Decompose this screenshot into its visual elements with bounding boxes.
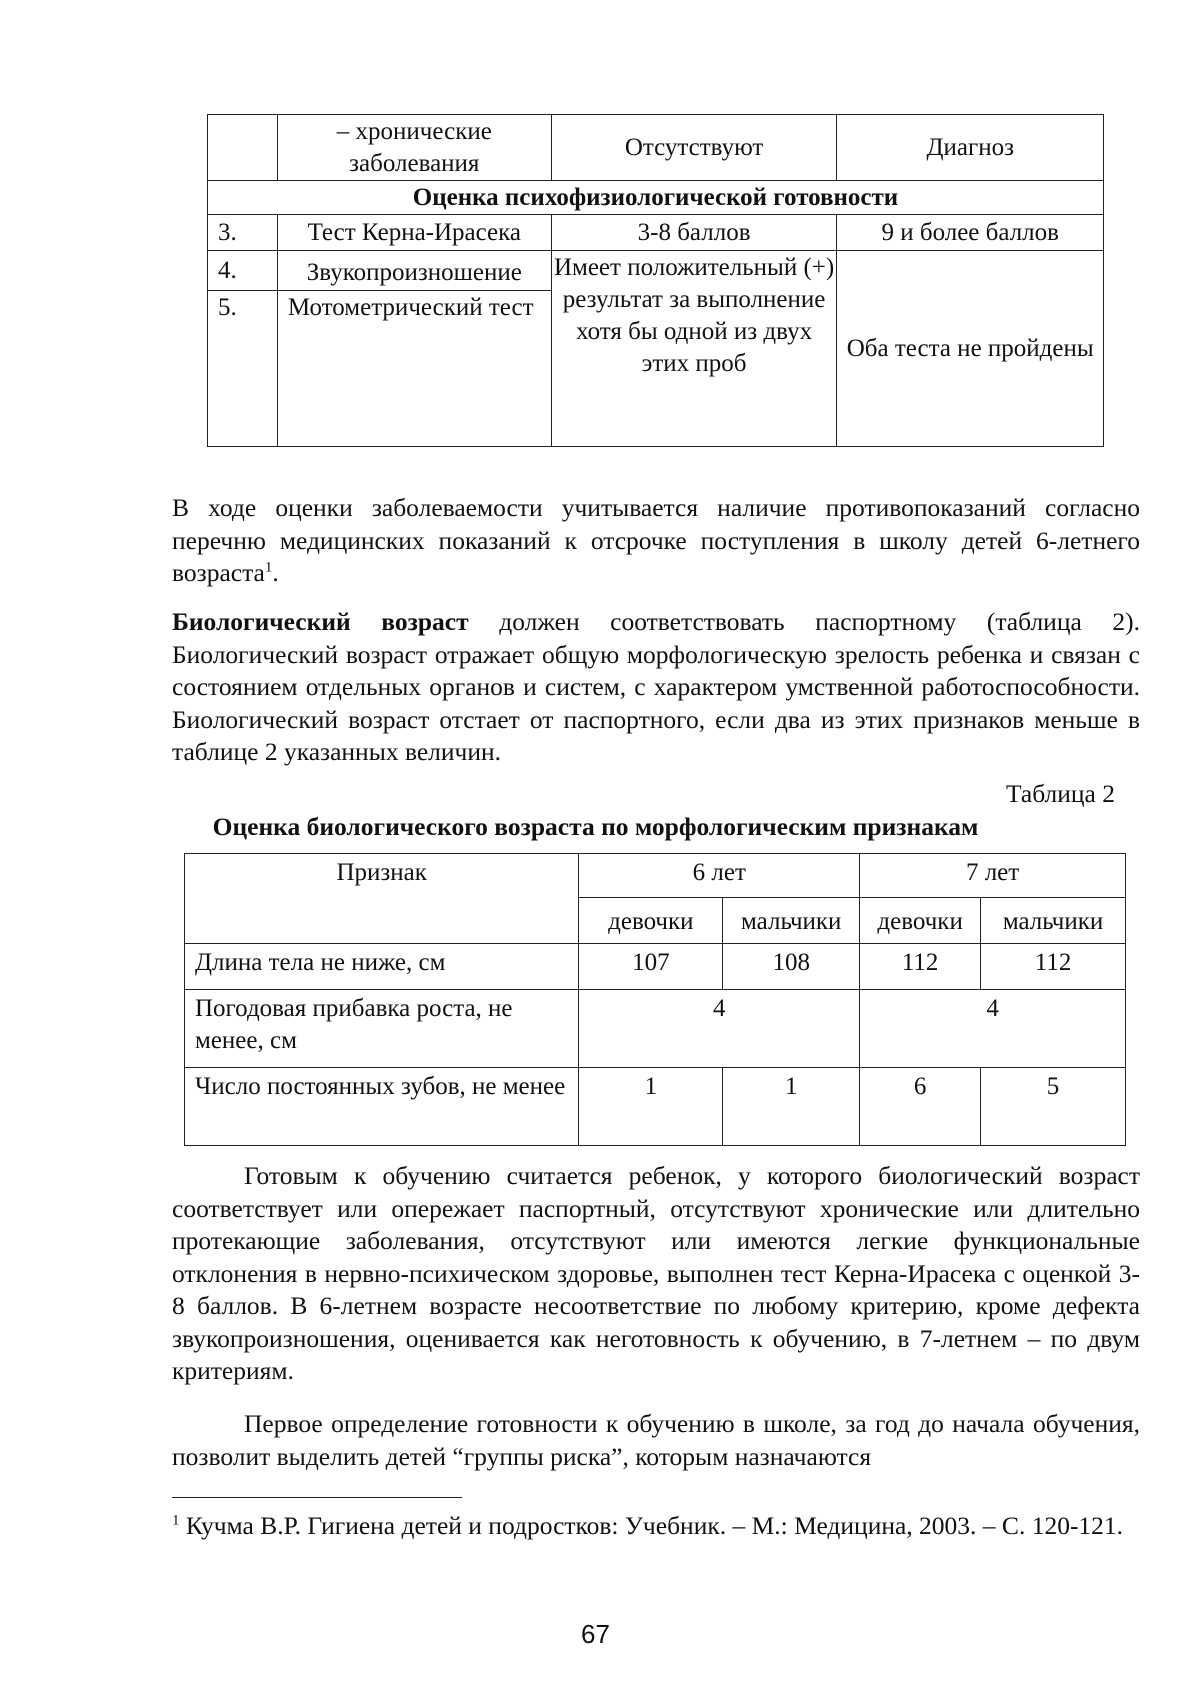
paragraph-text: В ходе оценки заболеваемости учитывается наличие противопоказаний согласно перечню медицинских показаний к отсрочке поступления в школу детей 6-летнего возраста	[172, 493, 1140, 587]
footnote-text: Кучма В.Р. Гигиена детей и подростков: Учебник. – М.: Медицина, 2003. – С. 120-121.	[179, 1511, 1124, 1540]
header-boys: мальчики	[981, 898, 1126, 944]
paragraph-text: должен соответствовать паспортному (таблица 2). Биологический возраст отражает общую морфологическую зрелость ребенка и связан с состоянием отдельных органов и систем, с характером умственной работоспособности. Биологический возраст отстает от паспортного, если два из этих признаков меньше в таблице 2 указанных величин.	[172, 607, 1140, 766]
footnote-divider	[172, 1497, 462, 1498]
table-cell: 4	[860, 990, 1126, 1068]
footnote-marker: 1	[172, 1512, 180, 1529]
page-number: 67	[581, 1619, 610, 1649]
table-cell: Мотометрический тест	[277, 291, 551, 447]
table-row	[208, 115, 1104, 181]
table-cell: 3-8 баллов	[551, 215, 837, 251]
header-feature: Признак	[185, 854, 579, 944]
header-girls: девочки	[579, 898, 723, 944]
table-row	[208, 215, 1104, 251]
row-label: Число постоянных зубов, не менее	[185, 1068, 579, 1146]
table-cell: 108	[723, 944, 860, 990]
paragraph-biological-age	[172, 606, 1140, 769]
table-cell: – хронические заболевания	[277, 115, 551, 181]
table-cell: Звукопроизношение	[277, 251, 551, 291]
header-age-7: 7 лет	[860, 854, 1126, 898]
table-cell: Тест Керна-Ирасека	[277, 215, 551, 251]
row-label: Погодовая прибавка роста, не менее, см	[185, 990, 579, 1068]
paragraph-morbidity	[172, 492, 1140, 590]
table-section-header	[208, 181, 1104, 215]
table-cell: 1	[723, 1068, 860, 1146]
table-cell: 4	[579, 990, 860, 1068]
table-cell: 5	[981, 1068, 1126, 1146]
table-title: Оценка биологического возраста по морфологическим признакам	[212, 812, 979, 841]
header-boys: мальчики	[723, 898, 860, 944]
table-cell: Отсутствуют	[551, 115, 837, 181]
footnote	[172, 1510, 1150, 1542]
bold-term: Биологический возраст	[172, 607, 469, 636]
table-cell: 112	[860, 944, 981, 990]
table-cell: 9 и более баллов	[837, 215, 1104, 251]
biological-age-table	[184, 853, 1126, 1146]
table-cell: 1	[579, 1068, 723, 1146]
header-girls: девочки	[860, 898, 981, 944]
merged-normal-cell: Имеет положительный (+) результат за выполнение хотя бы одной из двух этих проб	[551, 251, 837, 447]
table-row	[185, 990, 1126, 1068]
row-label: Длина тела не ниже, см	[185, 944, 579, 990]
table-row	[185, 944, 1126, 990]
paragraph-first-assessment: Первое определение готовности к обучению в школе, за год до начала обучения, позволит выделить детей “группы риска”, которым назначаются	[172, 1409, 1140, 1471]
section-header-cell: Оценка психофизиологической готовности	[208, 181, 1104, 215]
table-cell: Диагноз	[837, 115, 1104, 181]
table-label: Таблица 2	[1005, 779, 1115, 808]
row-number: 5.	[208, 291, 278, 447]
row-number: 4.	[208, 251, 278, 291]
table-row	[185, 1068, 1126, 1146]
table-header-row	[185, 854, 1126, 898]
table-cell	[208, 115, 278, 181]
paragraph-readiness: Готовым к обучению считается ребенок, у которого биологический возраст соответствует или опережает паспортный, отсутствуют хронические или длительно протекающие заболевания, отсутствуют или имеются легкие функциональные отклонения в нервно-психическом здоровье, выполнен тест Керна-Ирасека с оценкой 3-8 баллов. В 6-летнем возрасте несоответствие по любому критерию, кроме дефекта звукопроизношения, оценивается как неготовность к обучению, в 7-летнем – по двум критериям.	[172, 1161, 1140, 1385]
readiness-criteria-table	[207, 114, 1104, 447]
footnote-ref: 1	[264, 559, 273, 576]
header-age-6: 6 лет	[579, 854, 860, 898]
merged-abnormal-cell: Оба теста не пройдены	[837, 251, 1104, 447]
table-cell: 6	[860, 1068, 981, 1146]
table-cell: 107	[579, 944, 723, 990]
table-row	[208, 251, 1104, 291]
paragraph-end: .	[272, 558, 279, 587]
row-number: 3.	[208, 215, 278, 251]
table-cell: 112	[981, 944, 1126, 990]
